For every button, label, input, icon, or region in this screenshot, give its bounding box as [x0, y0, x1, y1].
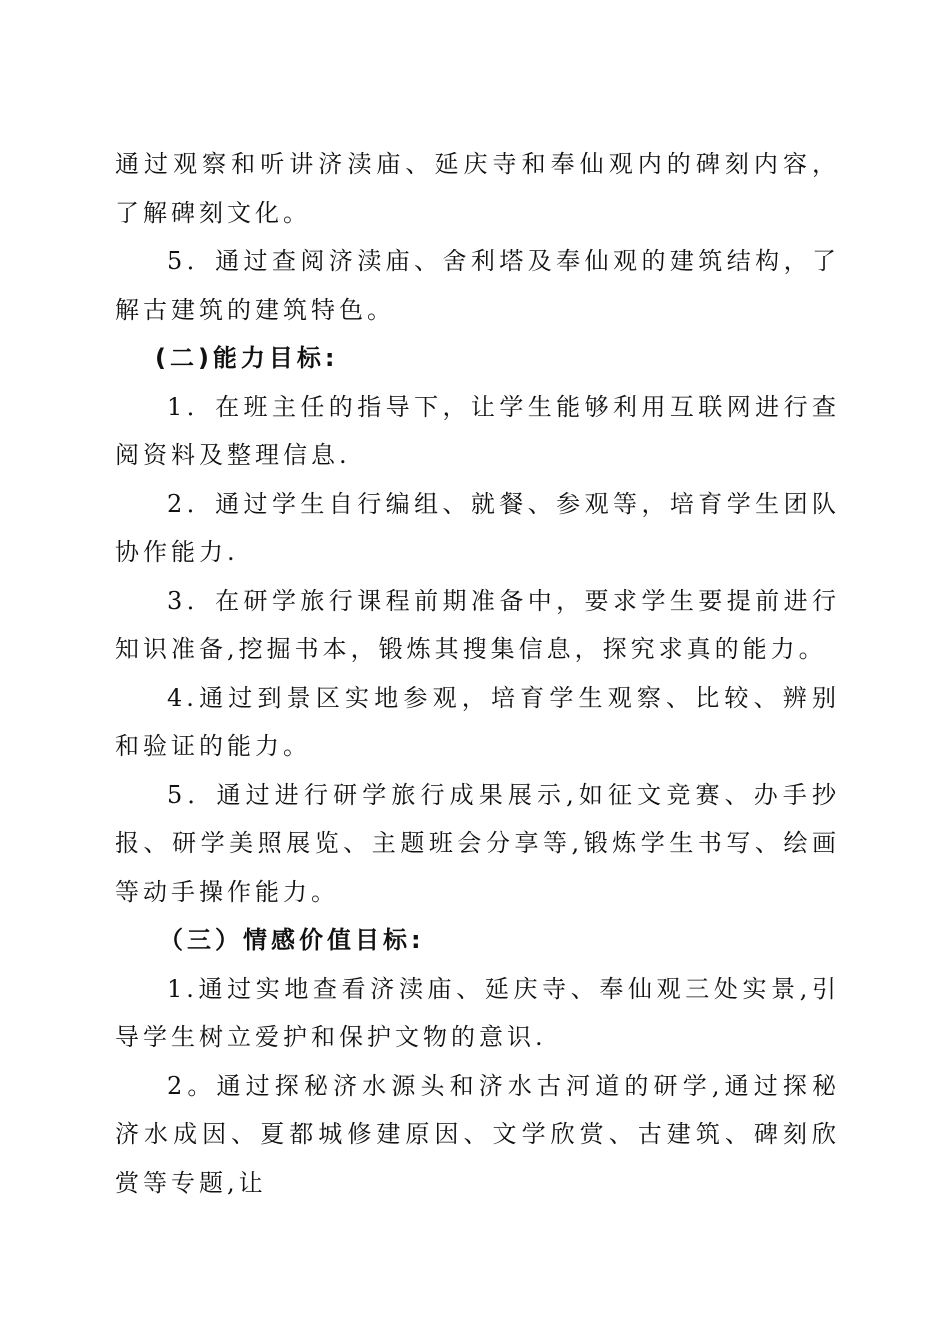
section-heading-ability-goals: (二)能力目标:	[155, 344, 339, 372]
paragraph-ability-item-2: 2．通过学生自行编组、就餐、参观等，培育学生团队协作能力.	[115, 489, 840, 566]
paragraph-ability-item-4: 4.通过到景区实地参观，培育学生观察、比较、辨别和验证的能力。	[115, 683, 840, 760]
paragraph-ability-item-1: 1．在班主任的指导下，让学生能够利用互联网进行查阅资料及整理信息.	[115, 392, 840, 469]
document-body	[115, 140, 840, 1207]
paragraph-ability-item-5: 5．通过进行研学旅行成果展示,如征文竞赛、办手抄报、研学美照展览、主题班会分享等,锻炼学生书写、绘画等动手操作能力。	[115, 780, 840, 906]
paragraph-ability-item-3: 3．在研学旅行课程前期准备中，要求学生要提前进行知识准备,挖掘书本，锻炼其搜集信息，探究求真的能力。	[115, 586, 840, 663]
paragraph-emotion-item-2: 2。通过探秘济水源头和济水古河道的研学,通过探秘济水成因、夏都城修建原因、文学欣赏、古建筑、碑刻欣赏等专题,让	[115, 1071, 840, 1197]
paragraph-emotion-item-1: 1.通过实地查看济渎庙、延庆寺、奉仙观三处实景,引导学生树立爱护和保护文物的意识.	[115, 974, 840, 1051]
paragraph-knowledge-item-5: 5．通过查阅济渎庙、舍利塔及奉仙观的建筑结构，了解古建筑的建筑特色。	[115, 247, 840, 324]
section-heading-emotion-value-goals: （三）情感价值目标:	[159, 926, 425, 954]
paragraph-continuation: 通过观察和听讲济渎庙、延庆寺和奉仙观内的碑刻内容，了解碑刻文化。	[115, 150, 840, 227]
